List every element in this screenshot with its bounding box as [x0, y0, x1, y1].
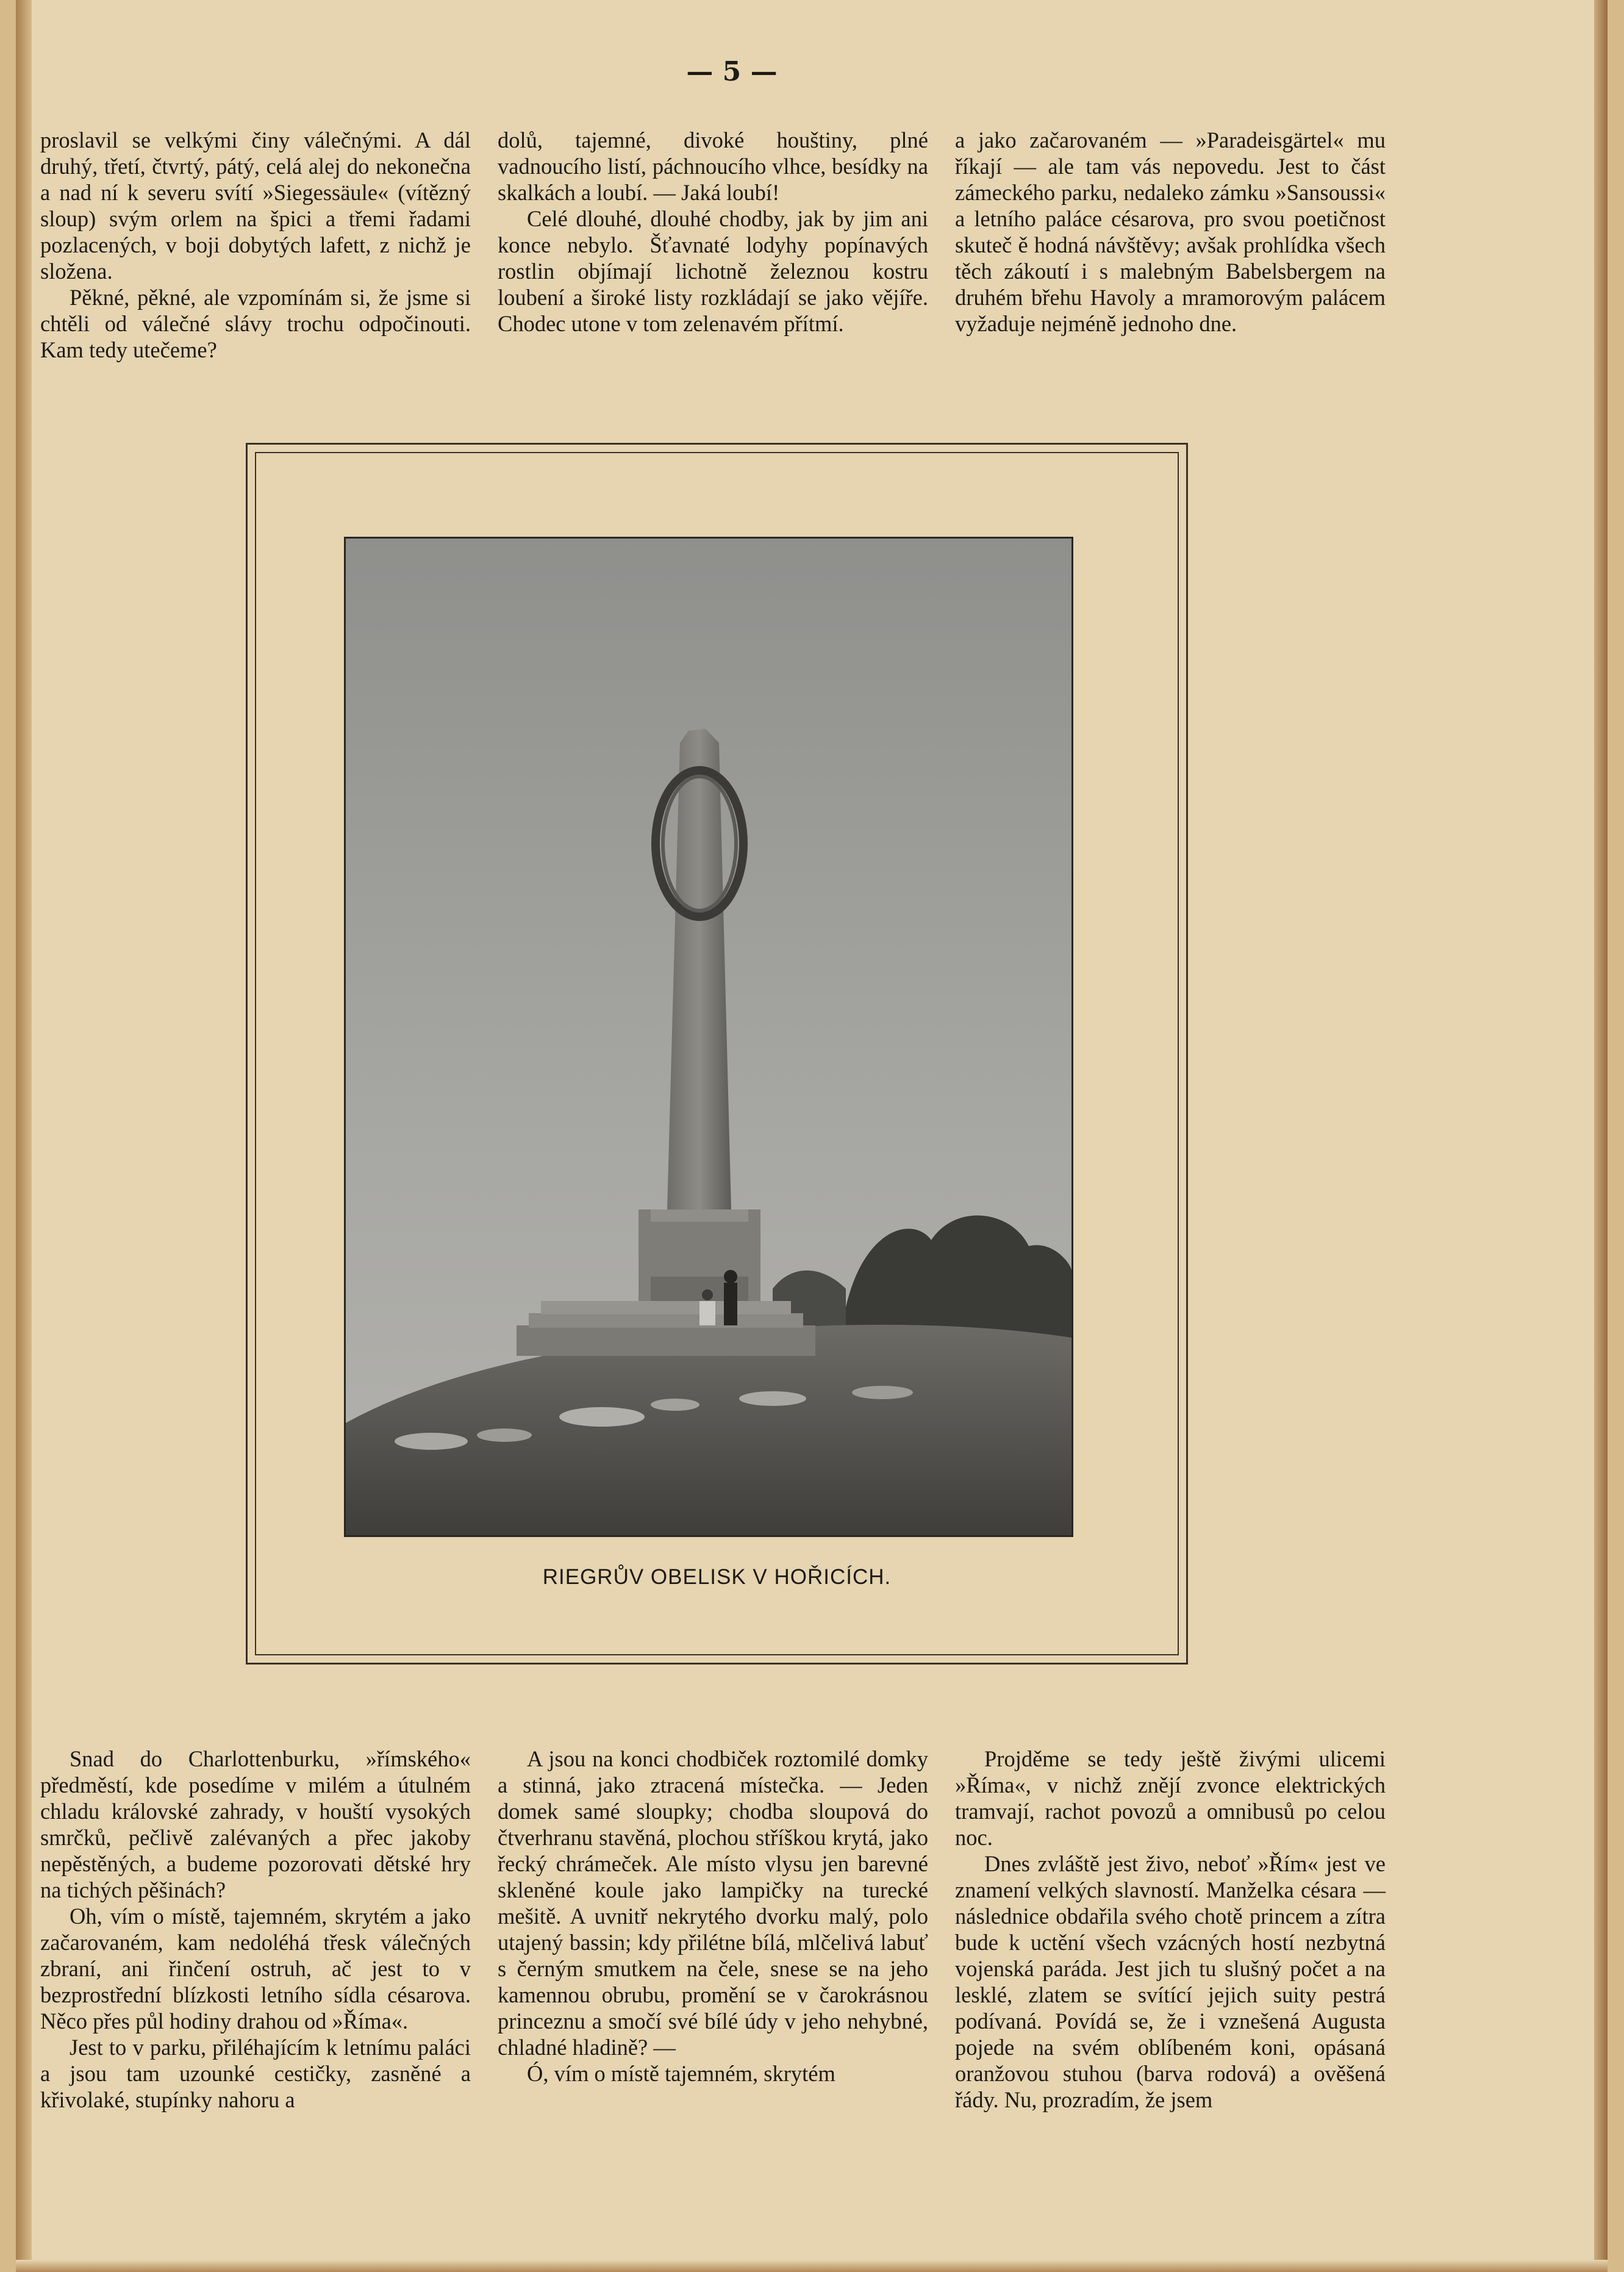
top-column-3 [955, 127, 1386, 337]
paragraph: Celé dlouhé, dlouhé chodby, jak by jim ani konce nebylo. Šťavnaté lodyhy popínavých rostlin objímají lichotně železnou kostru loubení a široké listy rozkládají se jako vějíře. Chodec utone v tom zelenavém přítmí. [498, 206, 928, 336]
paragraph: A jsou na konci chodbiček roztomilé domky a stinná, jako ztracená místečka. — Jeden domek samé sloupky; chodba sloupová do čtverhranu stavěná, plochou stříškou krytá, jako řecký chrámeček. Ale místo vlysu jen barevné skleněné koule jako lampičky na turecké mešitě. A uvnitř nekrytého dvorku malý, polo utajený bassin; kdy přilétne bílá, mlčelivá labuť s černým smutkem na čele, snese se na jeho kamennou obrubu, promění se v čarokrásnou princeznu a smočí své bílé údy v jeho nehybné, chladné hladině? — [498, 1746, 928, 2060]
paragraph: a jako začarovaném — »Paradeisgärtel« mu říkají — ale tam vás nepovedu. Jest to část zámeckého parku, nedaleko zámku »Sansoussi« a letního paláce césarova, pro svou poetičnost skuteč ě hodná návštěvy; avšak prohlídka všech těch zákoutí i s malebným Babelsbergem na druhém břehu Havoly a mramorovým palácem vyžaduje nejméně jednoho dne. [955, 127, 1386, 336]
paragraph: Oh, vím o místě, tajemném, skrytém a jako začarovaném, kam nedoléhá třesk válečných zbraní, ani řinčení ostruh, ač jest to v bezprostřední blízkosti letního sídla césarova. Něco přes půl hodiny drahou od »Říma«. [40, 1904, 471, 2034]
page-bottom-edge [16, 2260, 1608, 2272]
paragraph: Dnes zvláště jest živo, neboť »Řím« jest ve znamení velkých slavností. Manželka césara — následnice obdařila svého chotě princem a zítra bude k uctění všech vzácných hostí nezbytná vojenská paráda. Jest jich tu slušný počet a na lesklé, zlatem se svítící jejich suity pestrá podívaná. Povídá se, že i vznešená Augusta pojede na svém oblíbeném koni, opásaná oranžovou stuhou (barva rodová) a ověšená řády. Nu, prozradím, že jsem [955, 1851, 1386, 2112]
bottom-column-3 [955, 1746, 1386, 2113]
binding-edge [16, 0, 32, 2272]
paragraph: Pěkné, pěkné, ale vzpomínám si, že jsme si chtěli od válečné slávy trochu odpočinouti. Kam tedy utečeme? [40, 285, 471, 362]
paragraph: Snad do Charlottenburku, »římského« předměstí, kde posedíme v milém a útulném chladu královské zahrady, v houští vysokých smrčků, pečlivě zalévaných a přec jakoby nepěstěných, a budeme pozorovati dětské hry na tichých pěšinách? [40, 1746, 471, 1902]
obelisk-photograph [344, 537, 1073, 1537]
figure-caption: RIEGRŮV OBELISK V HOŘICÍCH. [542, 1565, 892, 1589]
bottom-column-2 [498, 1746, 928, 2087]
paragraph: Ó, vím o místě tajemném, skrytém [527, 2061, 835, 2086]
page-right-edge [1594, 0, 1608, 2272]
top-column-1 [40, 127, 471, 363]
paragraph: proslavil se velkými činy válečnými. A dál druhý, třetí, čtvrtý, pátý, celá alej do nekonečna a nad ní k severu svítí »Siegessäule« (vítězný sloup) svým orlem na špici a třemi řadami pozlacených, v boji dobytých lafett, z nichž je složena. [40, 127, 471, 284]
obelisk-photo-illustration [346, 539, 1071, 1535]
top-column-2 [498, 127, 928, 337]
page-number: — 5 — [686, 56, 778, 87]
bottom-column-1 [40, 1746, 471, 2113]
paragraph: Projděme se tedy ještě živými ulicemi »Říma«, v nichž znějí zvonce elektrických tramvají, rachot povozů a omnibusů po celou noc. [955, 1746, 1386, 1850]
paragraph: Jest to v parku, přiléhajícím k letnímu paláci a jsou tam uzounké cestičky, zasněné a křivolaké, stupínky nahoru a [40, 2035, 471, 2112]
paragraph: dolů, tajemné, divoké houštiny, plné vadnoucího listí, páchnoucího vlhce, besídky na skalkách a loubí. — Jaká loubí! [498, 127, 928, 205]
